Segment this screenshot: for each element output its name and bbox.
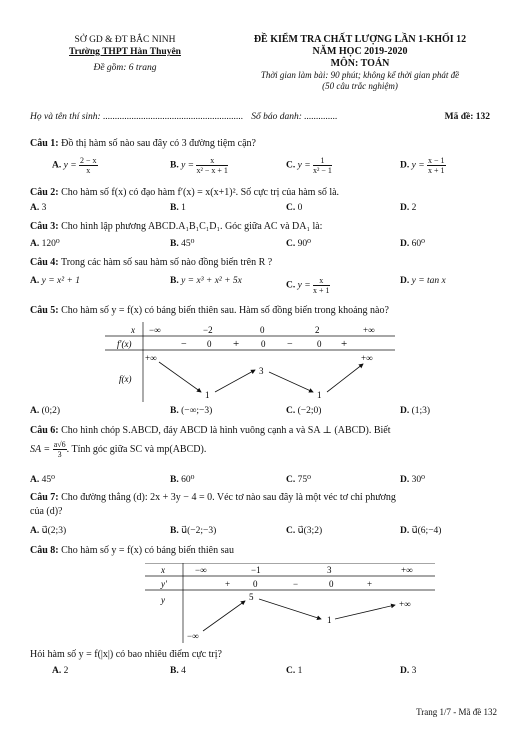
student-name-field: Họ và tên thí sinh: ...........................................................	[30, 112, 244, 122]
question-1: Câu 1: Đồ thị hàm số nào sau đây có 3 đường tiệm cận?	[30, 138, 256, 149]
question-8-options	[30, 666, 500, 680]
table5-f-1: 1	[205, 390, 210, 400]
table5-f-0: +∞	[145, 353, 157, 363]
table8-x-2: 3	[327, 565, 332, 575]
option-b: B. 45⁰	[170, 239, 195, 249]
table5-arrow-4	[327, 364, 363, 392]
table5-arrow-2	[215, 370, 255, 392]
option-c: C. y = $\frac{1}{\text{x² − 1}}$	[286, 156, 332, 175]
table5-sign-4: −	[287, 339, 293, 350]
table8-f-0: −∞	[187, 631, 199, 641]
header-left	[40, 34, 210, 74]
option-d: D. u⃗(6;−4)	[400, 526, 442, 536]
exam-title: ĐỀ KIỂM TRA CHẤT LƯỢNG LẦN 1-KHỐI 12	[253, 34, 467, 45]
table8-arrow-3	[335, 605, 395, 619]
table8-label-y: y	[161, 595, 165, 605]
variation-table-8	[145, 563, 445, 648]
table5-sign-5: 0	[317, 339, 322, 349]
table8-label-x: x	[161, 565, 165, 575]
option-a: A. y = $\frac{2 - x}{x}$	[52, 156, 97, 175]
option-a: A. 2	[52, 666, 69, 676]
table5-label-x: x	[131, 325, 135, 335]
option-a: A. 120⁰	[30, 239, 60, 249]
table8-sign-0: +	[225, 579, 231, 589]
option-c: C. 90⁰	[286, 239, 311, 249]
table8-sign-3: 0	[329, 579, 334, 589]
time-limit: Thời gian làm bài: 90 phút; không kể thời gian phát đề	[260, 70, 460, 80]
question-6-line2: SA = $\frac{a√6}{3}$ . Tính góc giữa SC và mp(ABCD).	[30, 440, 207, 459]
school-name: Trường THPT Hàn Thuyên	[69, 47, 181, 57]
question-2-options	[30, 203, 500, 217]
table8-f-1: 5	[249, 592, 254, 602]
page-count: Đề gồm: 6 trang	[93, 63, 157, 73]
table5-x-3: 2	[315, 325, 320, 335]
option-b: B. y = $\frac{x}{\text{x² − x + 1}}$	[170, 156, 228, 175]
table8-arrow-2	[259, 599, 321, 619]
table5-f-4: +∞	[361, 353, 373, 363]
table8-label-yp: y′	[161, 579, 167, 589]
option-c: C. 75⁰	[286, 475, 311, 485]
table5-x-2: 0	[260, 325, 265, 335]
option-b: B. 60⁰	[170, 475, 195, 485]
option-a: A. 3	[30, 203, 47, 213]
table5-sign-3: 0	[261, 339, 266, 349]
question-5: Câu 5: Cho hàm số y = f(x) có bảng biến thiên sau. Hàm số đồng biến trong khoảng nào?	[30, 305, 389, 316]
option-d: D. y = $\frac{x - 1}{x + 1}$	[400, 156, 445, 175]
question-7-options	[30, 525, 500, 539]
option-d: D. 2	[400, 203, 417, 213]
question-6: Câu 6: Cho hình chóp S.ABCD, đáy ABCD là hình vuông cạnh a và SA ⊥ (ABCD). Biết	[30, 425, 391, 436]
table5-x-0: −∞	[149, 325, 161, 335]
question-1-options	[30, 156, 500, 175]
question-4-options	[30, 276, 500, 295]
option-b: B. u⃗(−2;−3)	[170, 526, 217, 536]
option-b: B. 4	[170, 666, 186, 676]
option-c: C. y = $\frac{x}{x + 1}$	[286, 276, 330, 295]
table5-x-4: +∞	[363, 325, 375, 335]
table5-sign-6: +	[341, 338, 348, 350]
option-d: D. y = tan x	[400, 276, 446, 286]
option-b: B. (−∞;−3)	[170, 406, 213, 416]
question-count: (50 câu trắc nghiệm)	[322, 81, 398, 91]
table5-x-1: −2	[203, 325, 213, 335]
option-c: C. 0	[286, 203, 303, 213]
question-2: Câu 2: Cho hàm số f(x) có đạo hàm f′(x) = x(x+1)². Số cực trị của hàm số là.	[30, 187, 340, 198]
option-c: C. u⃗(3;2)	[286, 526, 323, 536]
option-a: A. y = x² + 1	[30, 276, 80, 286]
option-b: B. 1	[170, 203, 186, 213]
option-b: B. y = x³ + x² + 5x	[170, 276, 242, 286]
option-d: D. (1;3)	[400, 406, 431, 416]
table5-sign-1: 0	[207, 339, 212, 349]
question-3-options	[30, 238, 500, 252]
table8-x-3: +∞	[401, 565, 413, 575]
table5-arrow-1	[159, 362, 201, 392]
option-c: C. 1	[286, 666, 303, 676]
option-d: D. 60⁰	[400, 239, 425, 249]
table8-arrow-1	[203, 601, 245, 631]
question-8: Câu 8: Cho hàm số y = f(x) có bảng biến thiên sau	[30, 545, 234, 556]
variation-table-5	[105, 322, 405, 407]
table8-sign-4: +	[367, 579, 373, 589]
table8-f-2: 1	[327, 615, 332, 625]
table5-f-3: 1	[317, 390, 322, 400]
table8-x-1: −1	[251, 565, 261, 575]
option-a: A. 45⁰	[30, 475, 55, 485]
table8-x-0: −∞	[195, 565, 207, 575]
school-year: NĂM HỌC 2019-2020	[312, 46, 408, 57]
table5-sign-0: −	[181, 339, 187, 350]
student-id-field: Số báo danh: ..............	[251, 112, 338, 122]
table8-sign-1: 0	[253, 579, 258, 589]
option-d: D. 3	[400, 666, 417, 676]
question-5-options	[30, 406, 500, 420]
header-right	[210, 34, 510, 92]
question-3: Câu 3: Cho hình lập phương ABCD.A₁B₁C₁D₁. Góc giữa AC và DA₁ là:	[30, 221, 323, 232]
question-6-options	[30, 474, 500, 488]
dept-name: SỞ GD & ĐT BẮC NINH	[74, 35, 176, 45]
table5-label-fp: f′(x)	[117, 339, 132, 349]
question-7-line2: của (d)?	[30, 506, 63, 517]
table5-sign-2: +	[233, 338, 240, 350]
question-8-line2: Hỏi hàm số y = f(|x|) có bao nhiêu điểm cực trị?	[30, 649, 222, 660]
option-d: D. 30⁰	[400, 475, 425, 485]
table5-label-f: f(x)	[119, 374, 132, 384]
option-a: A. (0;2)	[30, 406, 61, 416]
option-c: C. (−2;0)	[286, 406, 322, 416]
table8-sign-2: −	[293, 579, 299, 589]
student-info	[30, 112, 490, 122]
table5-f-2: 3	[259, 366, 264, 376]
question-7: Câu 7: Cho đường thẳng (d): 2x + 3y − 4 = 0. Véc tơ nào sau đây là một véc tơ chỉ phương	[30, 492, 396, 503]
page-footer: Trang 1/7 - Mã đề 132	[416, 707, 497, 717]
table8-f-3: +∞	[399, 599, 411, 609]
exam-code: Mã đề: 132	[444, 112, 490, 122]
subject: MÔN: TOÁN	[330, 58, 390, 69]
option-a: A. u⃗(2;3)	[30, 526, 67, 536]
table5-arrow-3	[269, 372, 313, 392]
question-4: Câu 4: Trong các hàm số sau hàm số nào đồng biến trên R ?	[30, 257, 273, 268]
